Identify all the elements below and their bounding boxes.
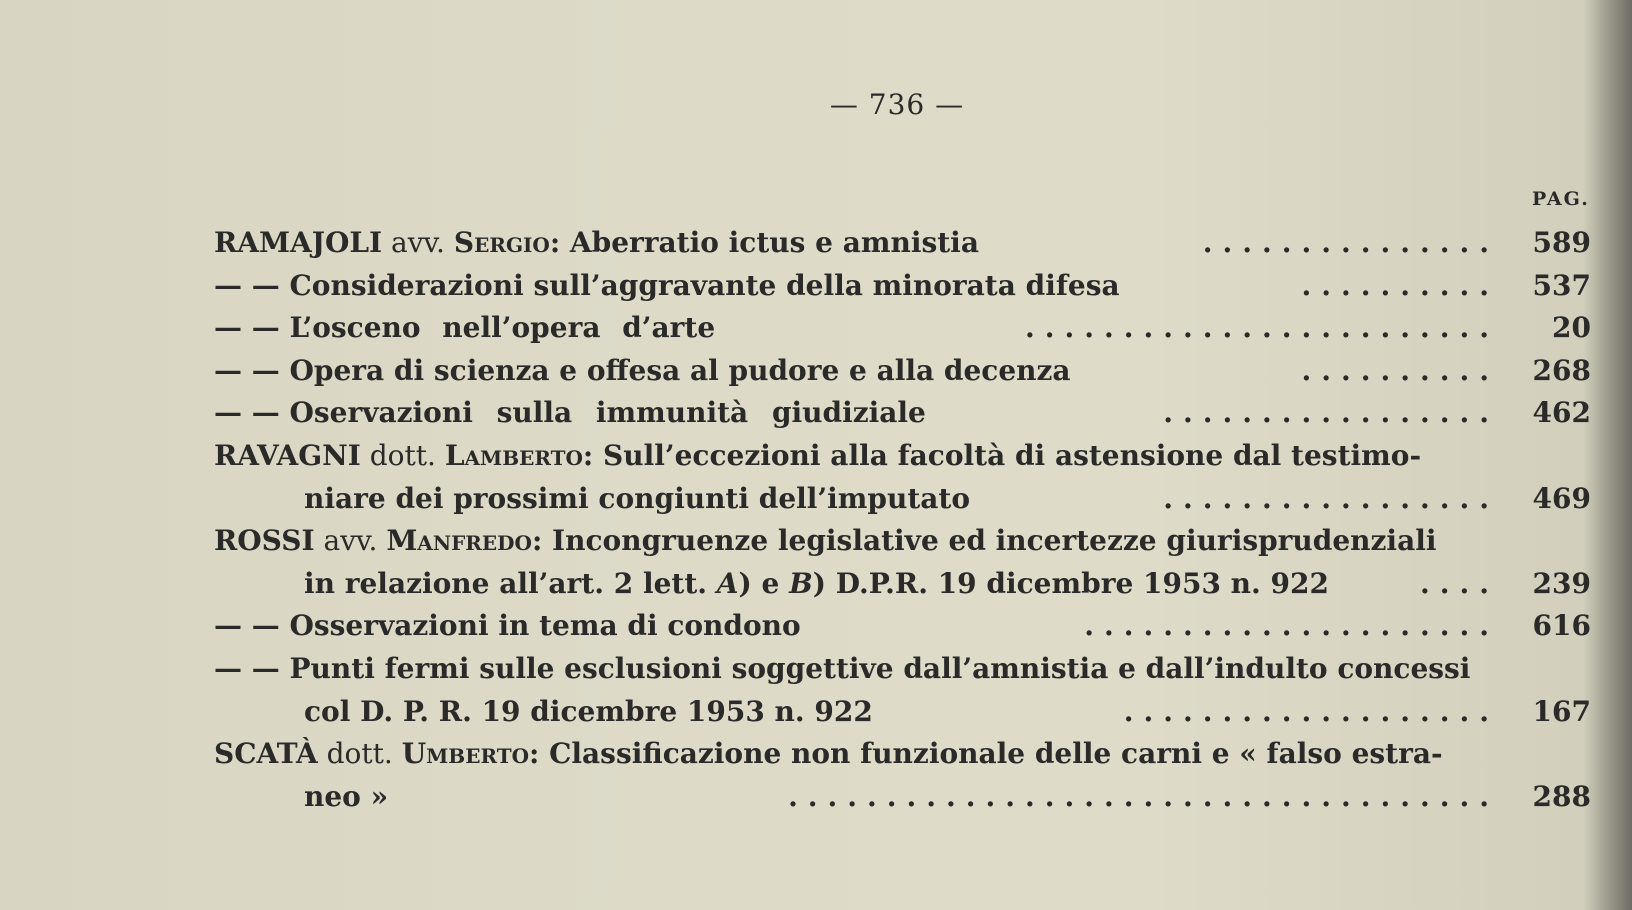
author-surname: RAMAJOLI: [214, 226, 383, 259]
leader-dots: ........................: [1025, 311, 1499, 345]
entry-title: Osservazioni in tema di condono: [289, 609, 801, 643]
leader-dots: ....: [1420, 566, 1499, 600]
author-surname: ROSSI: [214, 524, 315, 558]
author-surname: RAVAGNI: [214, 438, 361, 472]
author-title: avv.: [382, 226, 454, 259]
separator: :: [582, 438, 604, 472]
author-title: dott.: [360, 438, 445, 472]
index-entry: [214, 520, 1591, 563]
page-ref: 20: [1552, 311, 1591, 345]
page-ref: 268: [1532, 353, 1591, 387]
page-ref: 239: [1532, 566, 1591, 600]
separator: :: [529, 737, 550, 771]
continuation-part: ) D.P.R. 19 dicembre 1953 n. 922: [812, 566, 1329, 600]
index-entry: [214, 733, 1591, 776]
entry-title-continuation: neo »: [304, 779, 389, 813]
page-ref: 167: [1532, 694, 1591, 728]
page-ref: 589: [1532, 226, 1591, 259]
index-entry-continuation: [214, 563, 1591, 606]
leader-dots: ...............: [1202, 226, 1499, 259]
ditto-dash: — —: [214, 609, 280, 643]
page-ref: 616: [1532, 609, 1591, 643]
index-entry: [214, 392, 1591, 435]
page-ref: 537: [1532, 268, 1591, 302]
page-ref: 462: [1532, 396, 1591, 430]
ditto-dash: — —: [214, 396, 280, 430]
entry-title: Classificazione non funzionale delle carni e « falso estra-: [549, 737, 1443, 771]
leader-dots: .....................: [1084, 609, 1499, 643]
author-first-name: Lamberto: [444, 438, 583, 472]
author-first-name: Manfredo: [386, 524, 532, 558]
separator: :: [531, 524, 553, 558]
continuation-part: B: [789, 566, 813, 600]
page-ref: 469: [1532, 481, 1591, 515]
entry-title-continuation: col D. P. R. 19 dicembre 1953 n. 922: [304, 694, 873, 728]
index-entry-continuation: [214, 478, 1591, 521]
separator: :: [549, 226, 570, 259]
index-entry: [214, 435, 1591, 478]
author-first-name: Sergio: [453, 226, 550, 259]
author-surname: SCATÀ: [214, 737, 318, 771]
continuation-part: ) e: [738, 566, 790, 600]
entry-title: Punti fermi sulle esclusioni soggettive dall’amnistia e dall’indulto concessi: [289, 651, 1471, 685]
index-entry: [214, 648, 1591, 691]
index-entry: [214, 222, 1591, 265]
author-title: avv.: [314, 524, 387, 558]
index-list: [214, 222, 1591, 818]
index-entry-continuation: [214, 776, 1591, 819]
author-first-name: Umberto: [401, 737, 530, 771]
entry-title: Opera di scienza e offesa al pudore e alla decenza: [289, 353, 1071, 387]
entry-title: Aberratio ictus e amnistia: [569, 226, 979, 259]
leader-dots: ...................: [1123, 694, 1499, 728]
ditto-dash: — —: [214, 353, 280, 387]
leader-dots: .................: [1163, 396, 1499, 430]
entry-title: Oservazioni sulla immunità giudiziale: [289, 396, 926, 430]
page-column-header: PAG.: [1532, 188, 1590, 210]
continuation-part: A: [716, 566, 739, 600]
ditto-dash: — —: [214, 311, 280, 345]
index-entry-continuation: [214, 691, 1591, 734]
index-entry: [214, 307, 1591, 350]
ditto-dash: — —: [214, 651, 280, 685]
author-title: dott.: [317, 737, 402, 771]
entry-title: Sull’eccezioni alla facoltà di astensione dal testimo-: [603, 438, 1422, 472]
leader-dots: ..........: [1301, 353, 1499, 387]
entry-title-continuation: niare dei prossimi congiunti dell’imputato: [304, 481, 971, 515]
leader-dots: ....................................: [788, 779, 1499, 813]
entry-title: L’osceno nell’opera d’arte: [289, 311, 716, 345]
index-entry: [214, 350, 1591, 393]
entry-title: Incongruenze legislative ed incertezze giurisprudenziali: [552, 524, 1437, 558]
continuation-part: in relazione all’art. 2 lett.: [304, 566, 717, 600]
leader-dots: .................: [1163, 481, 1499, 515]
page-ref: 288: [1532, 779, 1591, 813]
leader-dots: ..........: [1301, 268, 1499, 302]
entry-title: Considerazioni sull’aggravante della minorata difesa: [289, 268, 1120, 302]
page-number: — 736 —: [829, 88, 965, 121]
ditto-dash: — —: [214, 268, 280, 302]
entry-title-continuation: [304, 563, 1329, 606]
index-entry: [214, 605, 1591, 648]
index-entry: [214, 265, 1591, 308]
